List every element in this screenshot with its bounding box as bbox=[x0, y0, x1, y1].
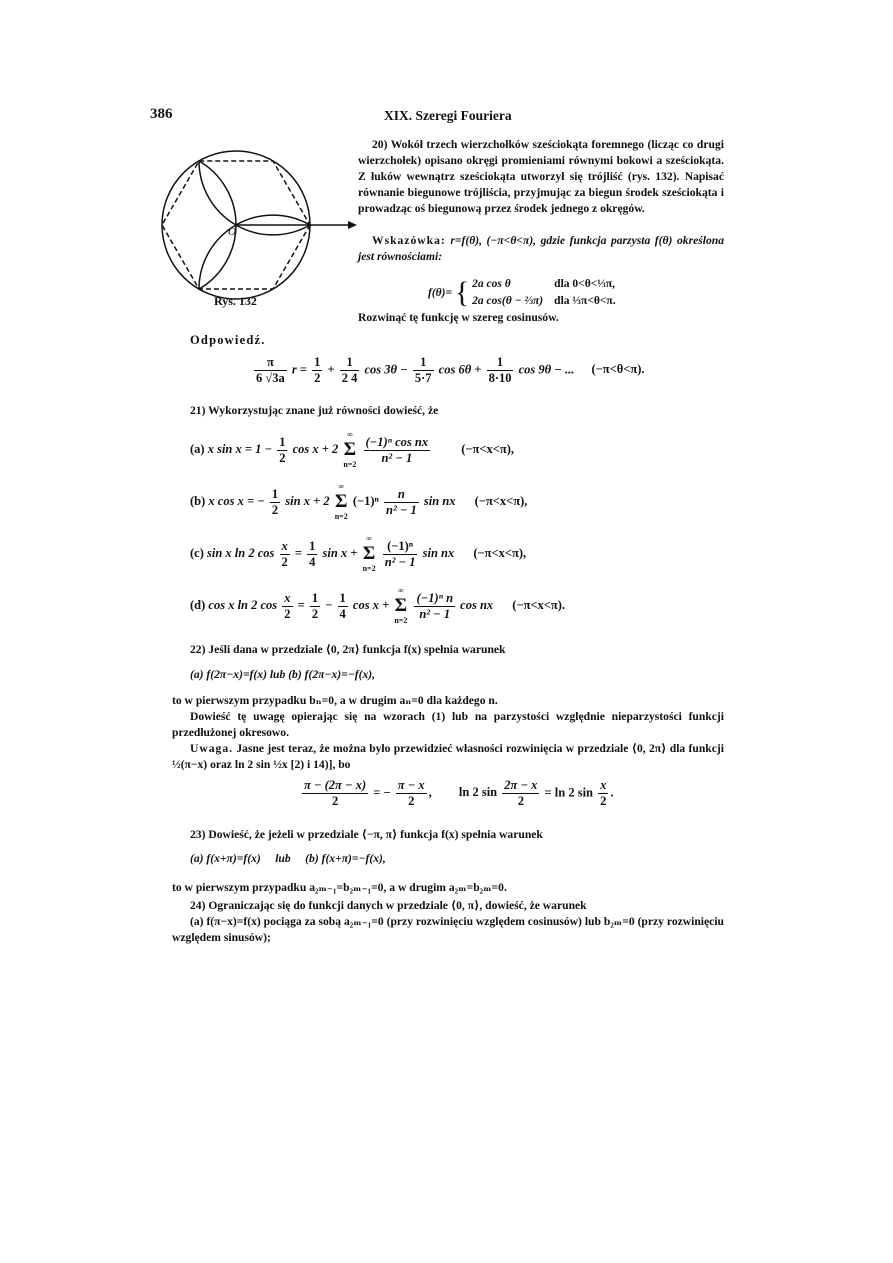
figure-caption: Rys. 132 bbox=[214, 294, 257, 308]
hint-text: r=f(θ), (−π<θ<π), gdzie funkcja parzysta f(θ) określona jest równościami: bbox=[358, 234, 725, 263]
problem-22-intro: 22) Jeśli dana w przedziale ⟨0, 2π⟩ funkcja f(x) spełnia warunek bbox=[190, 643, 506, 656]
answer-term-3: cos 9θ − ... bbox=[518, 362, 575, 377]
answer-term-2: cos 6θ + bbox=[438, 362, 482, 377]
trefoil-figure bbox=[150, 140, 362, 320]
eq-22-note: $\frac{\pi - (2\pi - x)}{2}$ = − $\frac{\pi - x}{2}$ , ln 2 sin $\frac{2\pi - x}{2}$ = ln 2 sin $\frac{x}{2}$ . bbox=[304, 778, 614, 808]
problem-21-intro: 21) Wykorzystując znane już równości dowieść, że bbox=[190, 404, 439, 417]
eq-21a: (a) x sin x = 1 − $\frac{1}{2}$ cos x + 2 ∞ Σ n=2 $\frac{\text{(−1)ⁿ cos nx}}{\text{n² − 1}}$ (−π<x<π), bbox=[190, 430, 515, 469]
case-2-expr: 2a cos(θ − ⅔π) bbox=[472, 295, 544, 307]
running-title: XIX. Szeregi Fouriera bbox=[384, 108, 512, 123]
case-1-expr: 2a cos θ bbox=[472, 278, 511, 290]
hint-label: Wskazówka: bbox=[372, 234, 446, 247]
problem-20-hint bbox=[358, 233, 724, 265]
problem-20-instruction: Rozwinąć tę funkcję w szereg cosinusów. bbox=[358, 311, 559, 324]
case-1-cond: dla 0<θ<⅓π, bbox=[554, 278, 616, 290]
page-number: 386 bbox=[150, 106, 173, 122]
origin-label: O bbox=[228, 226, 236, 238]
problem-24-intro: 24) Ograniczając się do funkcji danych w przedziale ⟨0, π⟩, dowieść, że warunek bbox=[190, 899, 587, 912]
note-label: Uwaga. bbox=[190, 742, 234, 755]
piecewise-function: f(θ)= { 2a cos θ dla 0<θ<⅓π, 2a cos(θ − ⅔π) dla ⅓π<θ<π. bbox=[428, 276, 616, 309]
problem-22-proof: Dowieść tę uwagę opierając się na wzorach (1) lub na parzystości względnie nieparzystości funkcji przedłużonej okresowo. bbox=[172, 710, 724, 739]
case-2-cond: dla ⅓π<θ<π. bbox=[554, 295, 616, 307]
eq-21b: (b) x cos x = − $\frac{1}{2}$ sin x + 2 ∞ Σ n=2 (−1)ⁿ $\frac{n}{\text{n² − 1}}$ sin nx (−π<x<π), bbox=[190, 482, 528, 521]
answer-equation: $\frac{\pi}{6 √3a}$ r = $\frac{1}{2}$ + $\frac{1}{2 4}$ cos 3θ − $\frac{1}{5\cdot 7}$ cos 6θ + $\frac{1}{8\cdot 10}$ cos 9θ − ... (−π<θ<π). bbox=[256, 355, 645, 385]
petal-upper bbox=[199, 161, 236, 225]
eq-21c: (c) sin x ln 2 cos $\frac{x}{2}$ = $\frac{1}{4}$ sin x + ∞ Σ n=2 $\frac{\text{(−1)ⁿ}}{\text{n² − 1}}$ sin nx (−π<x<π), bbox=[190, 534, 527, 573]
problem-20-text: 20) Wokół trzech wierzchołków sześciokąta foremnego (licząc co drugi wierzchołek) opisano okręgi promieniami równymi bokowi a sześciokąta. Z łuków wewnątrz sześciokąta utworzył się trójliść (rys. 132). Napisać równanie biegunowe trójliścia, przyjmując za biegun środek sześciokąta i prowadząc oś biegunową przez środek jednego z okręgów. bbox=[358, 138, 724, 215]
note-text: Jasne jest teraz, że można było przewidzieć własności rozwinięcia w przedziale ⟨0, 2π⟩ dla funkcji ½(π−x) oraz ln 2 sin ½x [2) i 14)], bo bbox=[172, 742, 724, 771]
problem-24-text: (a) f(π−x)=f(x) pociąga za sobą a₂ₘ₋₁=0 (przy rozwinięciu względem cosinusów) lub b₂ₘ=0 (przy rozwinięciu względem sinusów); bbox=[172, 915, 724, 944]
problem-23-intro: 23) Dowieść, że jeżeli w przedziale ⟨−π, π⟩ funkcja f(x) spełnia warunek bbox=[190, 828, 543, 841]
eq-21d: (d) cos x ln 2 cos $\frac{x}{2}$ = $\frac{1}{2}$ − $\frac{1}{4}$ cos x + ∞ Σ n=2 $\frac{\text{(−1)ⁿ n}}{\text{n² − 1}}$ cos nx (−π<x<π). bbox=[190, 586, 566, 625]
answer-label: Odpowiedź. bbox=[190, 333, 266, 347]
answer-term-1: cos 3θ − bbox=[364, 362, 408, 377]
axis-arrow-icon bbox=[348, 221, 357, 229]
problem-22-condition: (a) f(2π−x)=f(x) lub (b) f(2π−x)=−f(x), bbox=[190, 668, 376, 681]
piecewise-lhs: f(θ)= bbox=[428, 287, 453, 299]
problem-23-condition: (a) f(x+π)=f(x) lub (b) f(x+π)=−f(x), bbox=[190, 852, 386, 865]
problem-23-result: to w pierwszym przypadku a₂ₘ₋₁=b₂ₘ₋₁=0, a w drugim a₂ₘ=b₂ₘ=0. bbox=[172, 881, 507, 894]
problem-22-result: to w pierwszym przypadku bₙ=0, a w drugim aₙ=0 dla każdego n. bbox=[172, 694, 498, 707]
answer-range: (−π<θ<π). bbox=[591, 362, 645, 377]
problem-22-note bbox=[172, 741, 724, 773]
